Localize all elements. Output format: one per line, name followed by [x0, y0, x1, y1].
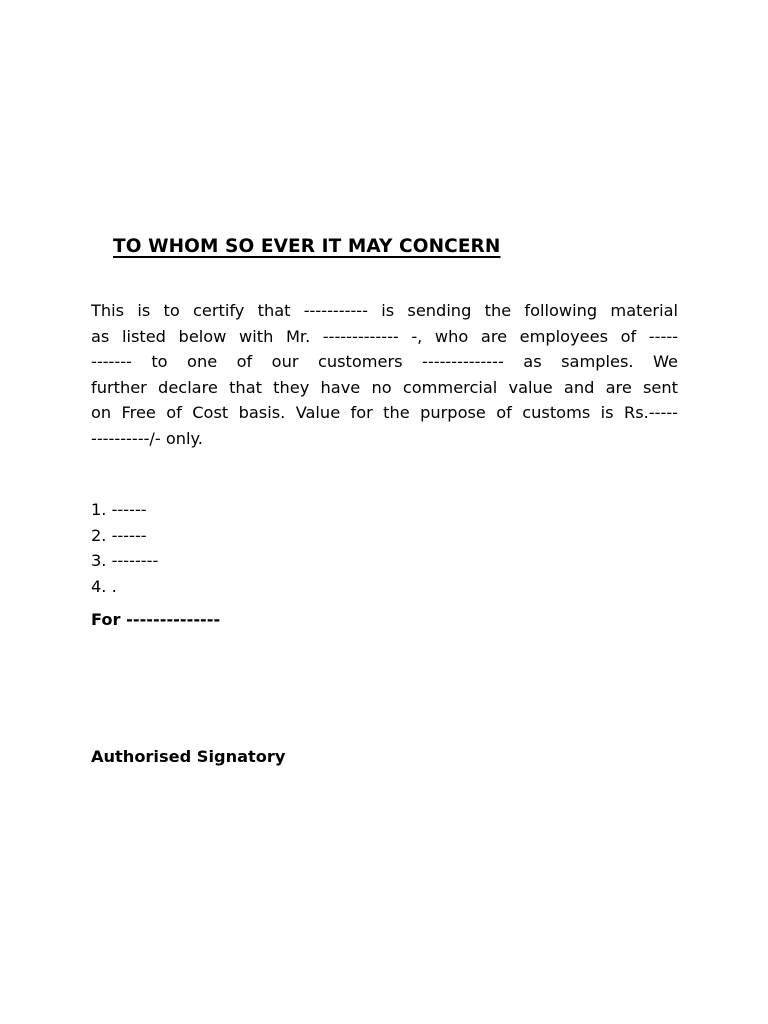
body-line: ------- to one of our customers -------------- as samples. We: [91, 352, 678, 371]
for-company-line: For --------------: [91, 610, 221, 629]
list-item: 4. .: [91, 576, 117, 596]
material-list: [91, 497, 158, 599]
body-line: This is to certify that ----------- is sending the following material: [91, 301, 678, 320]
list-item: 2. ------: [91, 525, 147, 545]
authorised-signatory: Authorised Signatory: [91, 747, 286, 766]
document-title: TO WHOM SO EVER IT MAY CONCERN: [113, 236, 501, 257]
body-line: as listed below with Mr. ------------- -, who are employees of -----: [91, 326, 678, 346]
body-line: on Free of Cost basis. Value for the purpose of customs is Rs.-----: [91, 403, 678, 422]
certificate-body: [91, 298, 678, 451]
body-line: ----------/- only.: [91, 428, 203, 448]
list-item: 1. ------: [91, 500, 147, 519]
list-item: 3. --------: [91, 551, 159, 570]
body-line: further declare that they have no commercial value and are sent: [91, 377, 678, 397]
